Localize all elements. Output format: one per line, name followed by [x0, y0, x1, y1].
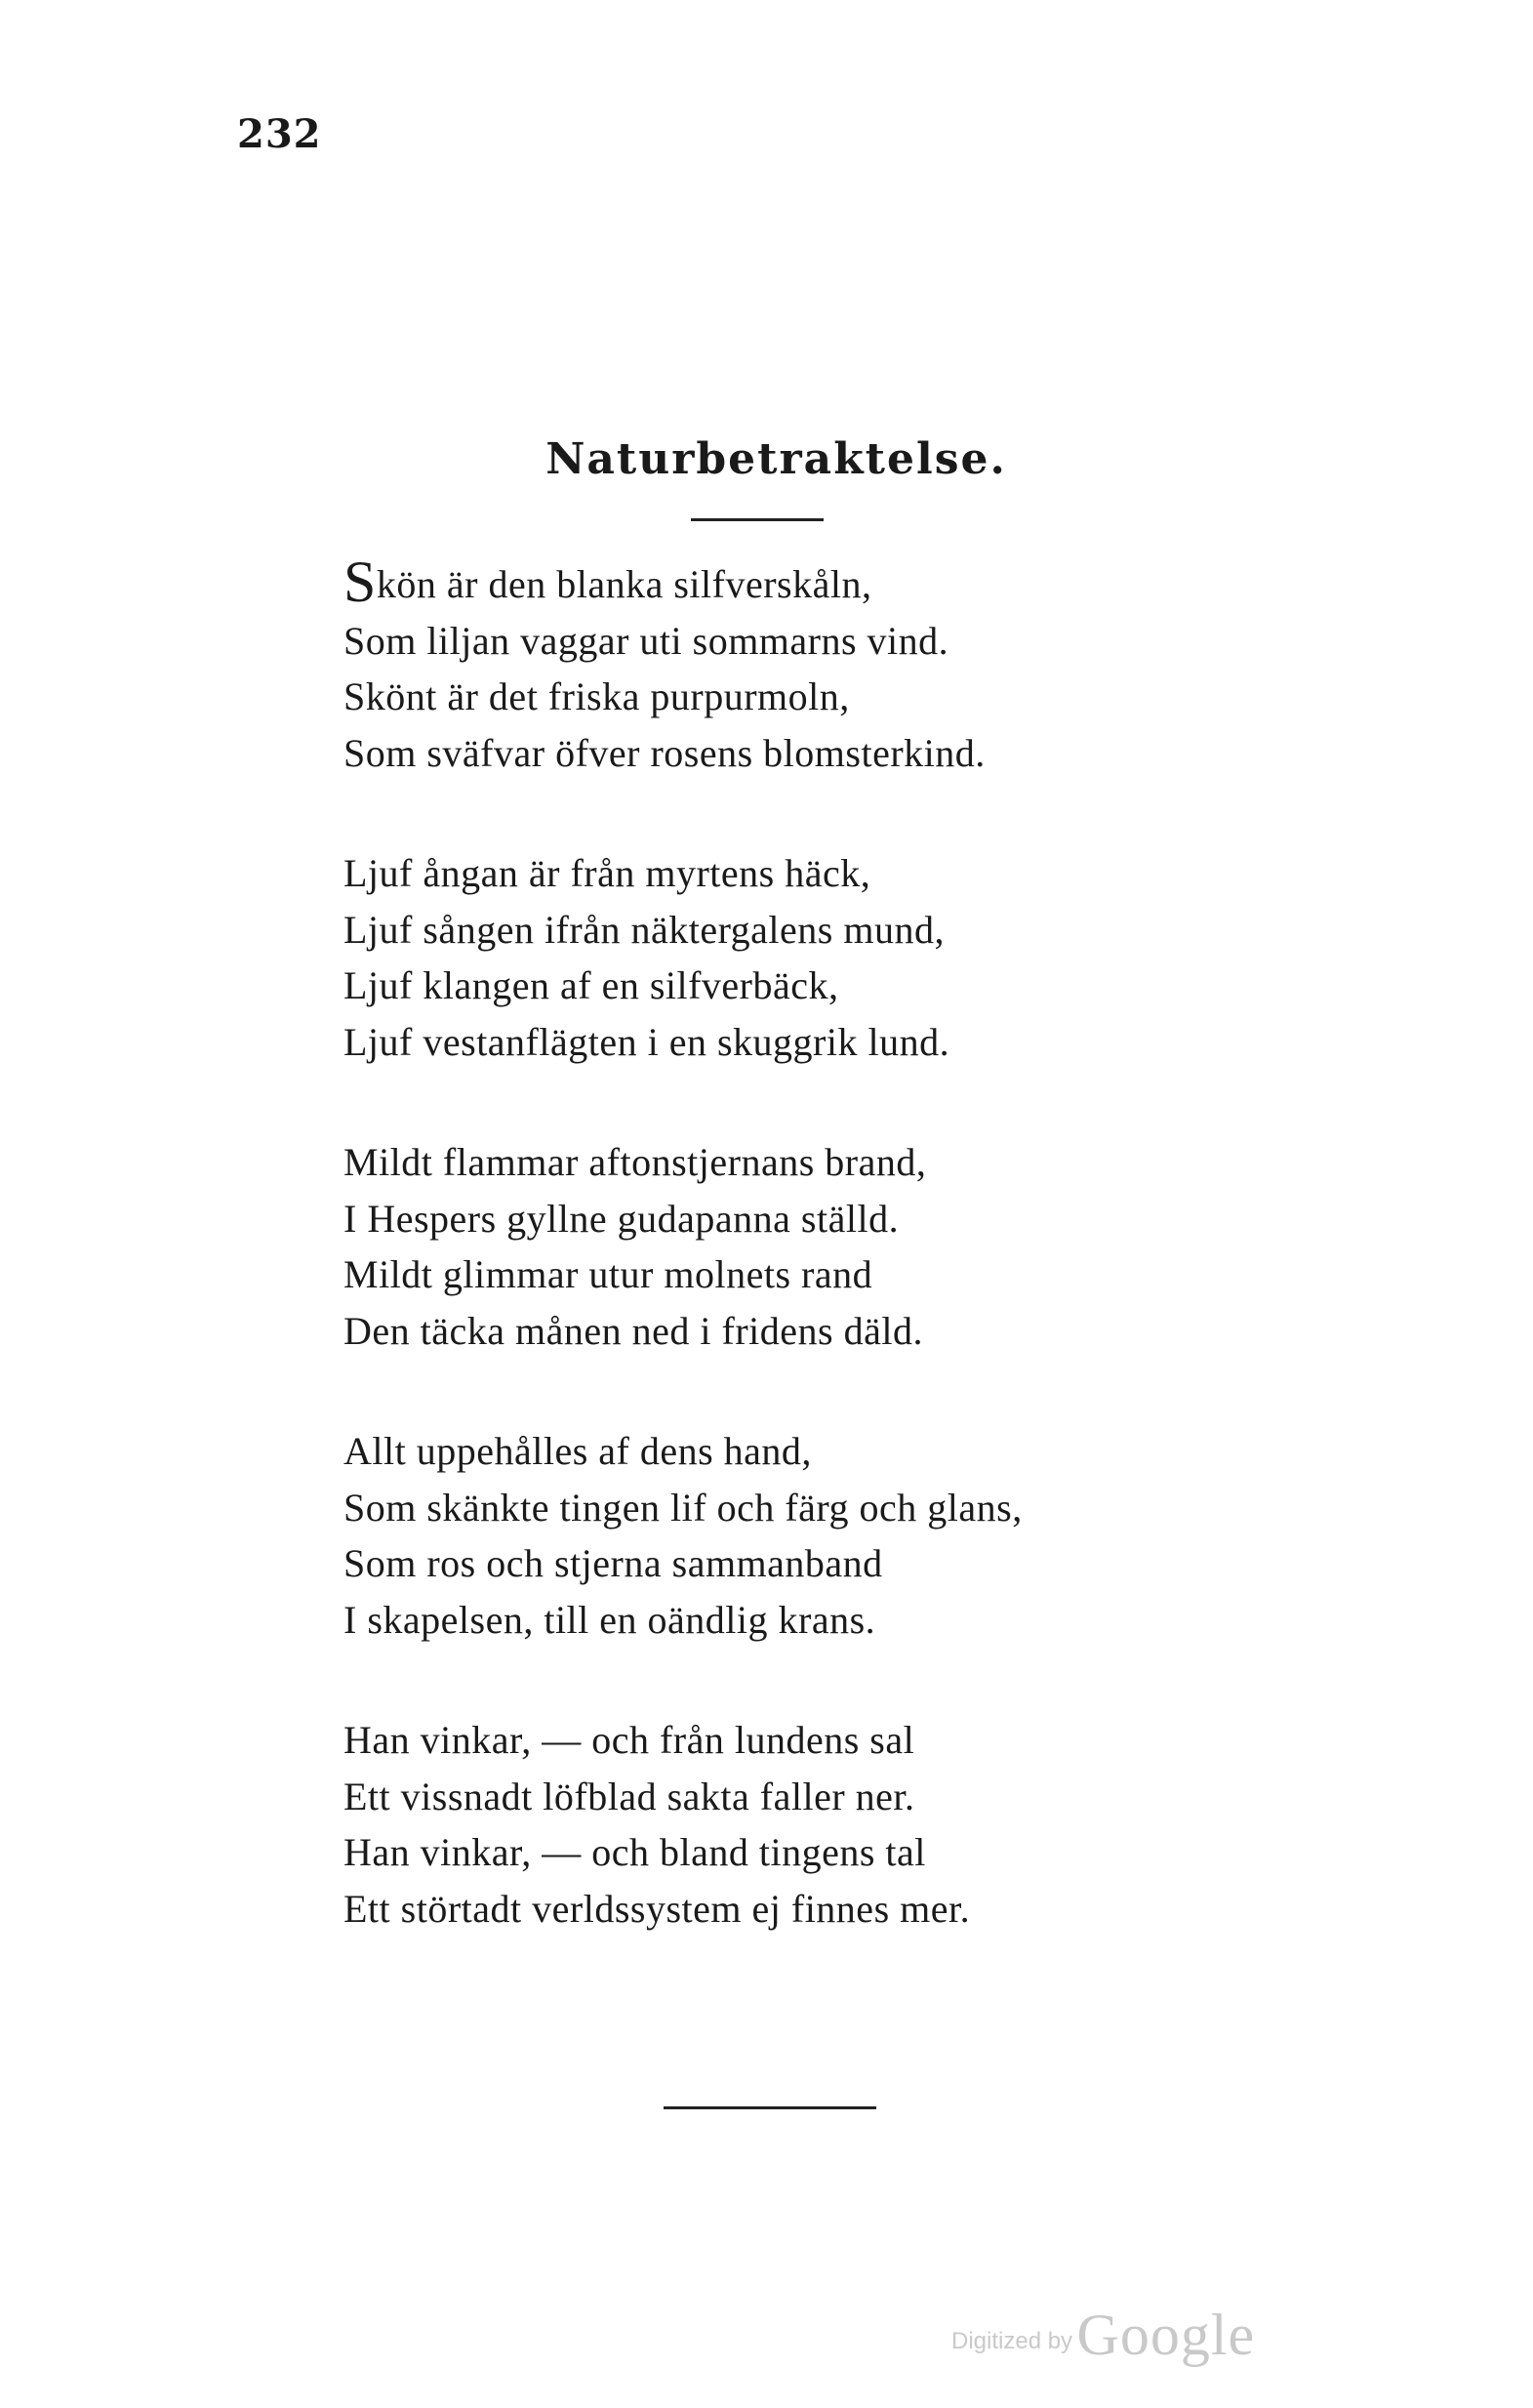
- poem-line: Skön är den blanka silfverskåln,: [343, 550, 872, 614]
- poem-line: I Hespers gyllne gudapanna ställd.: [343, 1196, 900, 1241]
- poem-line: Som sväfvar öfver rosens blomsterkind.: [343, 730, 986, 775]
- poem-line: Som liljan vaggar uti sommarns vind.: [343, 618, 949, 663]
- end-divider: [664, 2106, 876, 2109]
- poem-line: Som skänkte tingen lif och färg och glans,: [343, 1485, 1023, 1530]
- poem-line: Ljuf vestanflägten i en skuggrik lund.: [343, 1019, 950, 1064]
- poem-line: Ljuf klangen af en silfverbäck,: [343, 963, 839, 1007]
- poem-line: Ljuf ångan är från myrtens häck,: [343, 851, 871, 895]
- google-logo: Google: [1076, 2303, 1256, 2367]
- poem-line: Ljuf sången ifrån näktergalens mund,: [343, 907, 945, 952]
- drop-cap: S: [343, 550, 377, 614]
- poem-body: [343, 550, 1222, 2001]
- poem-line: Den täcka månen ned i fridens däld.: [343, 1308, 923, 1353]
- poem-line: Han vinkar, — och bland tingens tal: [343, 1830, 926, 1874]
- stanza-4: [343, 1423, 1222, 1648]
- poem-line: Ett störtadt verldssystem ej finnes mer.: [343, 1886, 971, 1931]
- stanza-2: [343, 845, 1222, 1070]
- poem-line: I skapelsen, till en oändlig krans.: [343, 1597, 876, 1642]
- poem-line: Mildt flammar aftonstjernans brand,: [343, 1140, 927, 1184]
- stanza-5: [343, 1712, 1222, 1937]
- poem-title: Naturbetraktelse.: [545, 434, 1007, 484]
- poem-line: Mildt glimmar utur molnets rand: [343, 1252, 873, 1296]
- page-number: 232: [237, 111, 322, 157]
- poem-line: Ett vissnadt löfblad sakta faller ner.: [343, 1774, 915, 1818]
- title-divider: [691, 518, 824, 521]
- stanza-3: [343, 1134, 1222, 1359]
- poem-line: Allt uppehålles af dens hand,: [343, 1429, 812, 1473]
- poem-line: Som ros och stjerna sammanband: [343, 1541, 883, 1585]
- watermark-prefix: Digitized by: [951, 2328, 1073, 2354]
- poem-line: Han vinkar, — och från lundens sal: [343, 1718, 915, 1762]
- stanza-1: [343, 550, 1222, 781]
- poem-line: Skönt är det friska purpurmoln,: [343, 674, 850, 718]
- digitized-watermark: [951, 2302, 1255, 2369]
